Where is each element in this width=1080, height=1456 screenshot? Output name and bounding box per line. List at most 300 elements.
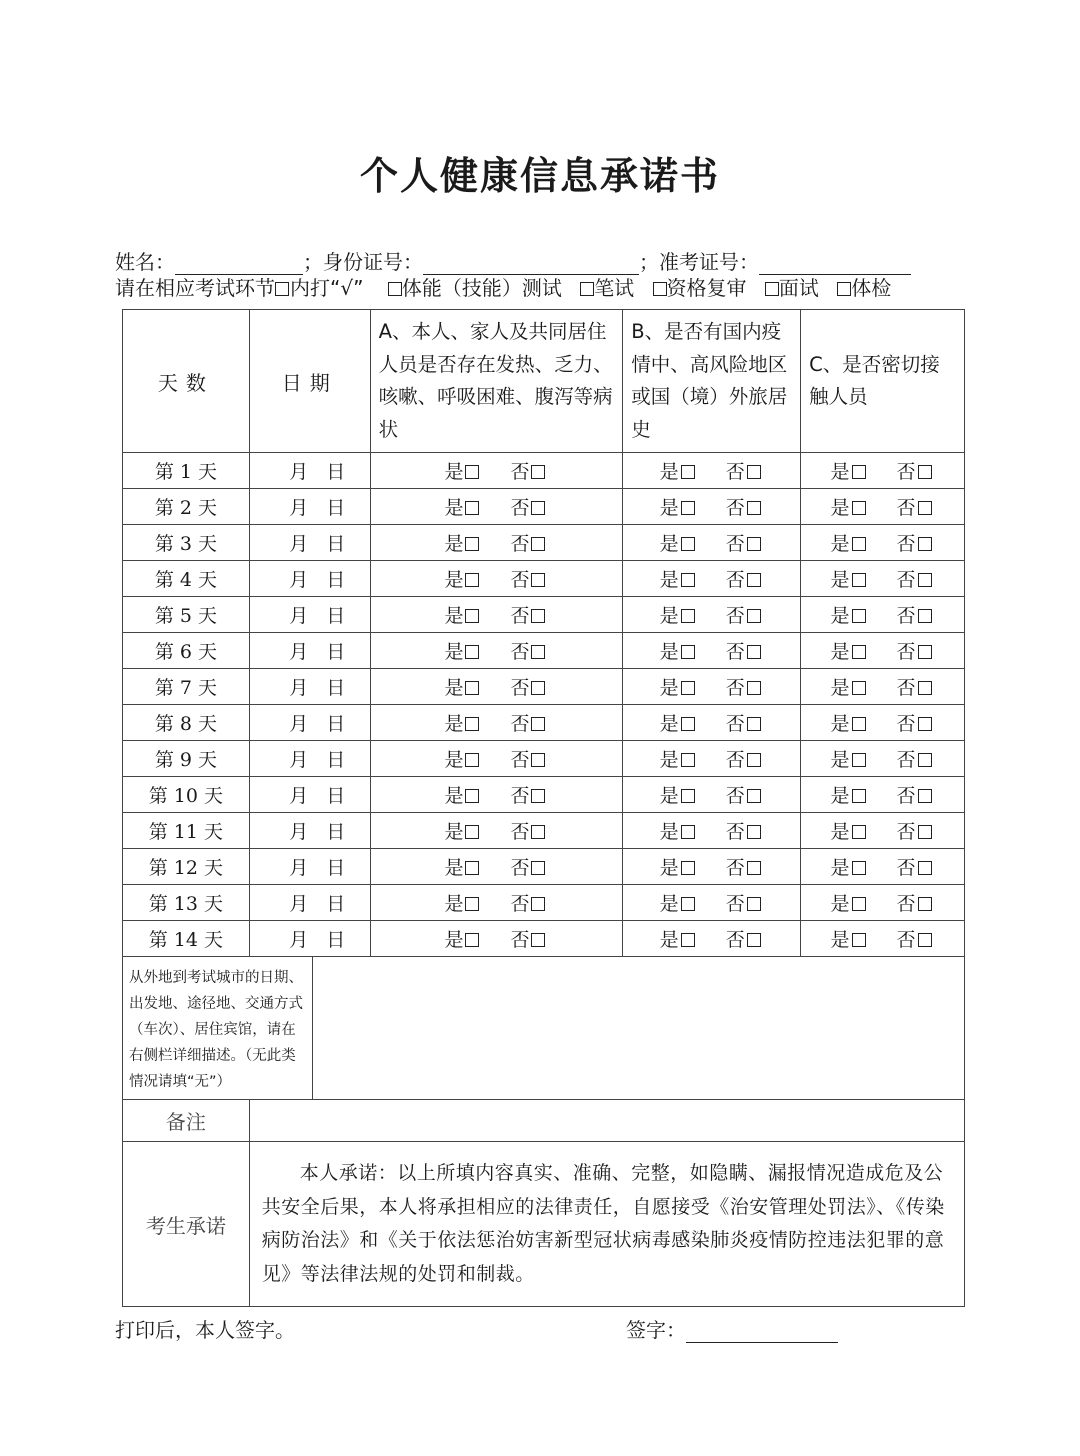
checkbox-icon[interactable] — [918, 537, 932, 551]
day-cell: 第 8 天 — [123, 705, 250, 741]
answer-a-cell — [370, 561, 623, 597]
checkbox-icon[interactable] — [681, 645, 695, 659]
answer-a-cell — [370, 777, 623, 813]
answer-c-no[interactable]: 否 — [897, 817, 935, 844]
answer-a-cell — [370, 741, 623, 777]
answer-b-cell — [623, 813, 801, 849]
header-date: 日期 — [249, 310, 370, 453]
answer-c-cell — [801, 525, 965, 561]
checkbox-icon[interactable] — [852, 753, 866, 767]
month-cell[interactable]: 月 — [249, 525, 312, 561]
checkbox-icon[interactable] — [918, 501, 932, 515]
day-cell: 第 4 天 — [123, 561, 250, 597]
answer-c-no[interactable]: 否 — [897, 745, 935, 772]
checkbox-icon[interactable] — [531, 825, 545, 839]
answer-b-no[interactable]: 否 — [726, 457, 764, 484]
health-record-table — [122, 309, 965, 1307]
answer-a-no[interactable]: 否 — [510, 601, 548, 628]
checkbox-icon[interactable] — [465, 573, 479, 587]
month-cell[interactable]: 月 — [249, 669, 312, 705]
answer-a-cell — [370, 453, 623, 489]
checkbox-icon[interactable] — [918, 861, 932, 875]
answer-a-cell — [370, 669, 623, 705]
answer-b-yes[interactable]: 是 — [660, 889, 698, 916]
answer-b-cell — [623, 525, 801, 561]
option-checkbox[interactable] — [765, 282, 779, 296]
answer-a-cell — [370, 597, 623, 633]
answer-a-cell — [370, 633, 623, 669]
answer-b-cell — [623, 705, 801, 741]
table-row — [123, 849, 965, 885]
checkbox-icon[interactable] — [465, 897, 479, 911]
answer-c-cell — [801, 669, 965, 705]
checkbox-icon[interactable] — [747, 609, 761, 623]
answer-c-no[interactable]: 否 — [897, 889, 935, 916]
answer-c-yes[interactable]: 是 — [831, 745, 869, 772]
month-cell[interactable]: 月 — [249, 597, 312, 633]
day-cell: 第 1 天 — [123, 453, 250, 489]
checkbox-icon[interactable] — [918, 681, 932, 695]
checkbox-icon[interactable] — [531, 465, 545, 479]
checkbox-icon[interactable] — [852, 645, 866, 659]
answer-c-no[interactable]: 否 — [897, 529, 935, 556]
answer-b-no[interactable]: 否 — [726, 637, 764, 664]
checkbox-icon[interactable] — [531, 609, 545, 623]
signature-line — [626, 1314, 838, 1343]
route-row — [123, 957, 965, 1100]
checkbox-icon[interactable] — [465, 933, 479, 947]
checkbox-icon[interactable] — [465, 681, 479, 695]
answer-a-no[interactable]: 否 — [510, 853, 548, 880]
remark-input-cell[interactable] — [249, 1100, 964, 1142]
commitment-label: 考生承诺 — [123, 1142, 250, 1307]
answer-b-no[interactable]: 否 — [726, 853, 764, 880]
option-label: 笔试 — [594, 276, 635, 300]
checkbox-icon[interactable] — [681, 537, 695, 551]
checkbox-icon[interactable] — [681, 933, 695, 947]
answer-b-cell — [623, 921, 801, 957]
answer-c-cell — [801, 561, 965, 597]
answer-b-no[interactable]: 否 — [726, 493, 764, 520]
answer-b-no[interactable]: 否 — [726, 745, 764, 772]
checkbox-icon[interactable] — [465, 789, 479, 803]
answer-b-cell — [623, 777, 801, 813]
answer-c-no[interactable]: 否 — [897, 673, 935, 700]
month-cell[interactable]: 月 — [249, 489, 312, 525]
answer-a-no[interactable]: 否 — [510, 745, 548, 772]
checkbox-icon[interactable] — [681, 573, 695, 587]
checkbox-icon[interactable] — [747, 933, 761, 947]
day-cell: 第 2 天 — [123, 489, 250, 525]
day-of-month-cell[interactable]: 日 — [312, 777, 370, 813]
checkbox-icon[interactable] — [918, 825, 932, 839]
day-of-month-cell[interactable]: 日 — [312, 705, 370, 741]
checkbox-icon[interactable] — [852, 717, 866, 731]
checkbox-icon[interactable] — [747, 861, 761, 875]
answer-b-no[interactable]: 否 — [726, 817, 764, 844]
answer-b-cell — [623, 489, 801, 525]
day-cell: 第 13 天 — [123, 885, 250, 921]
answer-b-yes[interactable]: 是 — [660, 601, 698, 628]
day-cell: 第 6 天 — [123, 633, 250, 669]
checkbox-icon[interactable] — [918, 609, 932, 623]
answer-c-yes[interactable]: 是 — [831, 709, 869, 736]
answer-b-cell — [623, 633, 801, 669]
checkbox-icon[interactable] — [918, 933, 932, 947]
table-header-row — [123, 310, 965, 453]
commitment-text — [249, 1142, 964, 1307]
day-cell: 第 12 天 — [123, 849, 250, 885]
month-cell[interactable]: 月 — [249, 777, 312, 813]
table-row — [123, 525, 965, 561]
checkbox-icon[interactable] — [852, 861, 866, 875]
answer-b-yes[interactable]: 是 — [660, 709, 698, 736]
checkbox-icon[interactable] — [747, 501, 761, 515]
table-row — [123, 741, 965, 777]
checkbox-icon[interactable] — [531, 717, 545, 731]
answer-c-no[interactable]: 否 — [897, 853, 935, 880]
answer-a-yes[interactable]: 是 — [444, 745, 482, 772]
checkbox-icon[interactable] — [747, 465, 761, 479]
day-of-month-cell[interactable]: 日 — [312, 741, 370, 777]
answer-b-yes[interactable]: 是 — [660, 637, 698, 664]
answer-a-yes[interactable]: 是 — [444, 853, 482, 880]
answer-b-cell — [623, 669, 801, 705]
option-checkbox[interactable] — [653, 282, 667, 296]
answer-b-cell — [623, 453, 801, 489]
print-sign-note: 打印后，本人签字。 — [115, 1318, 295, 1342]
table-row — [123, 705, 965, 741]
header-question-c: C、是否密切接触人员 — [801, 310, 965, 453]
answer-a-yes[interactable]: 是 — [444, 637, 482, 664]
commitment-row — [123, 1142, 965, 1307]
answer-b-yes[interactable]: 是 — [660, 529, 698, 556]
answer-c-no[interactable]: 否 — [897, 457, 935, 484]
day-cell: 第 7 天 — [123, 669, 250, 705]
answer-c-no[interactable]: 否 — [897, 637, 935, 664]
month-cell[interactable]: 月 — [249, 885, 312, 921]
answer-b-yes[interactable]: 是 — [660, 457, 698, 484]
answer-b-yes[interactable]: 是 — [660, 673, 698, 700]
answer-c-yes[interactable]: 是 — [831, 529, 869, 556]
answer-c-cell — [801, 453, 965, 489]
checkbox-icon[interactable] — [681, 465, 695, 479]
answer-a-no[interactable]: 否 — [510, 457, 548, 484]
answer-a-yes[interactable]: 是 — [444, 889, 482, 916]
day-cell: 第 10 天 — [123, 777, 250, 813]
answer-a-yes[interactable]: 是 — [444, 925, 482, 952]
page-title: 个人健康信息承诺书 — [359, 154, 720, 198]
checkbox-icon[interactable] — [852, 789, 866, 803]
answer-a-cell — [370, 489, 623, 525]
day-of-month-cell[interactable]: 日 — [312, 453, 370, 489]
checkbox-icon[interactable] — [681, 681, 695, 695]
answer-a-no[interactable]: 否 — [510, 817, 548, 844]
option-label: 体能（技能）测试 — [401, 276, 562, 300]
exam-stage-line — [115, 272, 975, 302]
answer-b-no[interactable]: 否 — [726, 601, 764, 628]
answer-c-yes[interactable]: 是 — [831, 493, 869, 520]
checkbox-icon[interactable] — [465, 645, 479, 659]
answer-c-no[interactable]: 否 — [897, 493, 935, 520]
table-row — [123, 633, 965, 669]
answer-b-no[interactable]: 否 — [726, 565, 764, 592]
route-input-cell[interactable] — [312, 957, 964, 1100]
month-cell[interactable]: 月 — [249, 921, 312, 957]
checkbox-icon[interactable] — [747, 825, 761, 839]
remark-label: 备注 — [123, 1100, 250, 1142]
signature-label: 签字： — [626, 1318, 686, 1342]
day-of-month-cell[interactable]: 日 — [312, 813, 370, 849]
checkbox-icon[interactable] — [681, 897, 695, 911]
checkbox-icon[interactable] — [531, 501, 545, 515]
answer-c-yes[interactable]: 是 — [831, 637, 869, 664]
answer-b-cell — [623, 885, 801, 921]
instruction-suffix: 内打“√” — [290, 276, 364, 300]
checkbox-icon[interactable] — [531, 933, 545, 947]
day-of-month-cell[interactable]: 日 — [312, 849, 370, 885]
answer-c-yes[interactable]: 是 — [831, 457, 869, 484]
answer-a-no[interactable]: 否 — [510, 565, 548, 592]
checkbox-icon[interactable] — [852, 501, 866, 515]
answer-b-yes[interactable]: 是 — [660, 493, 698, 520]
table-row — [123, 561, 965, 597]
answer-c-cell — [801, 489, 965, 525]
answer-a-no[interactable]: 否 — [510, 709, 548, 736]
table-row — [123, 669, 965, 705]
day-of-month-cell[interactable]: 日 — [312, 525, 370, 561]
checkbox-icon[interactable] — [918, 645, 932, 659]
checkbox-icon[interactable] — [852, 681, 866, 695]
checkbox-icon[interactable] — [918, 789, 932, 803]
instruction-prefix: 请在相应考试环节 — [115, 276, 275, 300]
answer-a-no[interactable]: 否 — [510, 889, 548, 916]
option-checkbox[interactable] — [837, 282, 851, 296]
table-row — [123, 489, 965, 525]
answer-b-no[interactable]: 否 — [726, 673, 764, 700]
answer-a-no[interactable]: 否 — [510, 637, 548, 664]
answer-c-yes[interactable]: 是 — [831, 781, 869, 808]
answer-a-no[interactable]: 否 — [510, 529, 548, 556]
checkbox-icon[interactable] — [465, 717, 479, 731]
answer-b-yes[interactable]: 是 — [660, 817, 698, 844]
checkbox-icon[interactable] — [465, 501, 479, 515]
route-label: 从外地到考试城市的日期、出发地、途径地、交通方式（车次）、居住宾馆，请在右侧栏详细描述。（无此类情况请填“无”） — [123, 957, 313, 1100]
checkbox-icon[interactable] — [531, 861, 545, 875]
checkbox-icon[interactable] — [852, 825, 866, 839]
table-row — [123, 597, 965, 633]
answer-c-cell — [801, 597, 965, 633]
answer-a-yes[interactable]: 是 — [444, 709, 482, 736]
answer-c-yes[interactable]: 是 — [831, 601, 869, 628]
checkbox-icon[interactable] — [531, 789, 545, 803]
option-checkbox[interactable] — [580, 282, 594, 296]
checkbox-icon[interactable] — [852, 897, 866, 911]
checkbox-icon[interactable] — [531, 645, 545, 659]
answer-a-cell — [370, 813, 623, 849]
answer-a-cell — [370, 885, 623, 921]
answer-b-no[interactable]: 否 — [726, 781, 764, 808]
answer-c-cell — [801, 777, 965, 813]
answer-a-cell — [370, 921, 623, 957]
checkbox-icon[interactable] — [918, 573, 932, 587]
answer-c-no[interactable]: 否 — [897, 601, 935, 628]
table-row — [123, 453, 965, 489]
answer-a-yes[interactable]: 是 — [444, 529, 482, 556]
checkbox-icon[interactable] — [531, 537, 545, 551]
answer-c-yes[interactable]: 是 — [831, 817, 869, 844]
id-label: ；身份证号： — [303, 250, 423, 274]
answer-c-yes[interactable]: 是 — [831, 925, 869, 952]
answer-b-no[interactable]: 否 — [726, 889, 764, 916]
checkbox-icon[interactable] — [531, 573, 545, 587]
day-cell: 第 14 天 — [123, 921, 250, 957]
answer-c-cell — [801, 885, 965, 921]
month-cell[interactable]: 月 — [249, 561, 312, 597]
checkbox-icon[interactable] — [747, 537, 761, 551]
checkbox-icon[interactable] — [747, 717, 761, 731]
day-of-month-cell[interactable]: 日 — [312, 921, 370, 957]
checkbox-icon[interactable] — [852, 573, 866, 587]
table-row — [123, 921, 965, 957]
day-of-month-cell[interactable]: 日 — [312, 669, 370, 705]
answer-c-no[interactable]: 否 — [897, 925, 935, 952]
month-cell[interactable]: 月 — [249, 813, 312, 849]
checkbox-icon[interactable] — [852, 465, 866, 479]
answer-c-yes[interactable]: 是 — [831, 853, 869, 880]
answer-a-cell — [370, 849, 623, 885]
checkbox-icon[interactable] — [465, 825, 479, 839]
checkbox-icon[interactable] — [681, 789, 695, 803]
day-of-month-cell[interactable]: 日 — [312, 885, 370, 921]
answer-a-no[interactable]: 否 — [510, 493, 548, 520]
checkbox-icon[interactable] — [747, 753, 761, 767]
answer-c-cell — [801, 813, 965, 849]
answer-c-cell — [801, 633, 965, 669]
checkbox-icon[interactable] — [918, 717, 932, 731]
checkbox-icon[interactable] — [747, 789, 761, 803]
answer-c-no[interactable]: 否 — [897, 709, 935, 736]
answer-b-no[interactable]: 否 — [726, 529, 764, 556]
answer-b-yes[interactable]: 是 — [660, 853, 698, 880]
answer-b-no[interactable]: 否 — [726, 709, 764, 736]
checkbox-icon[interactable] — [852, 609, 866, 623]
day-cell: 第 3 天 — [123, 525, 250, 561]
answer-a-yes[interactable]: 是 — [444, 781, 482, 808]
checkbox-icon[interactable] — [747, 573, 761, 587]
day-cell: 第 9 天 — [123, 741, 250, 777]
answer-b-yes[interactable]: 是 — [660, 781, 698, 808]
signature-field[interactable] — [686, 1318, 838, 1343]
checkbox-icon[interactable] — [465, 537, 479, 551]
checkbox-icon[interactable] — [465, 465, 479, 479]
day-cell: 第 11 天 — [123, 813, 250, 849]
checkbox-icon[interactable] — [918, 465, 932, 479]
answer-b-yes[interactable]: 是 — [660, 925, 698, 952]
option-label: 体检 — [851, 276, 892, 300]
day-of-month-cell[interactable]: 日 — [312, 597, 370, 633]
checkbox-icon[interactable] — [531, 897, 545, 911]
answer-b-yes[interactable]: 是 — [660, 565, 698, 592]
option-label: 资格复审 — [666, 276, 747, 300]
month-cell[interactable]: 月 — [249, 705, 312, 741]
answer-b-cell — [623, 849, 801, 885]
remark-row — [123, 1100, 965, 1142]
checkbox-icon[interactable] — [465, 609, 479, 623]
answer-b-yes[interactable]: 是 — [660, 745, 698, 772]
checkbox-icon[interactable] — [465, 861, 479, 875]
answer-a-no[interactable]: 否 — [510, 781, 548, 808]
day-of-month-cell[interactable]: 日 — [312, 633, 370, 669]
answer-a-yes[interactable]: 是 — [444, 601, 482, 628]
answer-c-no[interactable]: 否 — [897, 781, 935, 808]
answer-b-cell — [623, 741, 801, 777]
day-of-month-cell[interactable]: 日 — [312, 489, 370, 525]
checkbox-icon — [275, 282, 289, 296]
answer-a-no[interactable]: 否 — [510, 673, 548, 700]
table-row — [123, 813, 965, 849]
checkbox-icon[interactable] — [681, 753, 695, 767]
answer-c-cell — [801, 741, 965, 777]
checkbox-icon[interactable] — [531, 681, 545, 695]
answer-a-cell — [370, 525, 623, 561]
table-row — [123, 885, 965, 921]
answer-b-cell — [623, 561, 801, 597]
checkbox-icon[interactable] — [681, 501, 695, 515]
answer-c-yes[interactable]: 是 — [831, 565, 869, 592]
month-cell[interactable]: 月 — [249, 741, 312, 777]
answer-c-cell — [801, 849, 965, 885]
checkbox-icon[interactable] — [531, 753, 545, 767]
answer-a-yes[interactable]: 是 — [444, 673, 482, 700]
header-day: 天数 — [123, 310, 250, 453]
checkbox-icon[interactable] — [918, 753, 932, 767]
answer-c-no[interactable]: 否 — [897, 565, 935, 592]
day-of-month-cell[interactable]: 日 — [312, 561, 370, 597]
header-question-a: A、本人、家人及共同居住人员是否存在发热、乏力、咳嗽、呼吸困难、腹泻等病状 — [370, 310, 623, 453]
checkbox-icon[interactable] — [852, 933, 866, 947]
checkbox-icon[interactable] — [852, 537, 866, 551]
answer-a-yes[interactable]: 是 — [444, 457, 482, 484]
answer-c-cell — [801, 705, 965, 741]
name-label: 姓名： — [115, 250, 175, 274]
checkbox-icon[interactable] — [747, 645, 761, 659]
answer-a-yes[interactable]: 是 — [444, 817, 482, 844]
option-checkbox[interactable] — [388, 282, 402, 296]
answer-a-no[interactable]: 否 — [510, 925, 548, 952]
month-cell[interactable]: 月 — [249, 453, 312, 489]
table-row — [123, 777, 965, 813]
month-cell[interactable]: 月 — [249, 633, 312, 669]
month-cell[interactable]: 月 — [249, 849, 312, 885]
commitment-body: 本人承诺：以上所填内容真实、准确、完整，如隐瞒、漏报情况造成危及公共安全后果，本人将承担相应的法律责任，自愿接受《治安管理处罚法》、《传染病防治法》和《关于依法惩治妨害新型冠状病毒感染肺炎疫情防控违法犯罪的意见》等法律法规的处罚和制裁。 — [261, 1162, 945, 1285]
checkbox-icon[interactable] — [681, 825, 695, 839]
checkbox-icon[interactable] — [747, 897, 761, 911]
answer-a-yes[interactable]: 是 — [444, 565, 482, 592]
checkbox-icon[interactable] — [918, 897, 932, 911]
checkbox-icon[interactable] — [681, 861, 695, 875]
answer-a-yes[interactable]: 是 — [444, 493, 482, 520]
checkbox-icon[interactable] — [465, 753, 479, 767]
answer-b-no[interactable]: 否 — [726, 925, 764, 952]
answer-c-yes[interactable]: 是 — [831, 889, 869, 916]
answer-c-cell — [801, 921, 965, 957]
header-question-b: B、是否有国内疫情中、高风险地区或国（境）外旅居史 — [623, 310, 801, 453]
checkbox-icon[interactable] — [681, 717, 695, 731]
checkbox-icon[interactable] — [747, 681, 761, 695]
answer-c-yes[interactable]: 是 — [831, 673, 869, 700]
checkbox-icon[interactable] — [681, 609, 695, 623]
